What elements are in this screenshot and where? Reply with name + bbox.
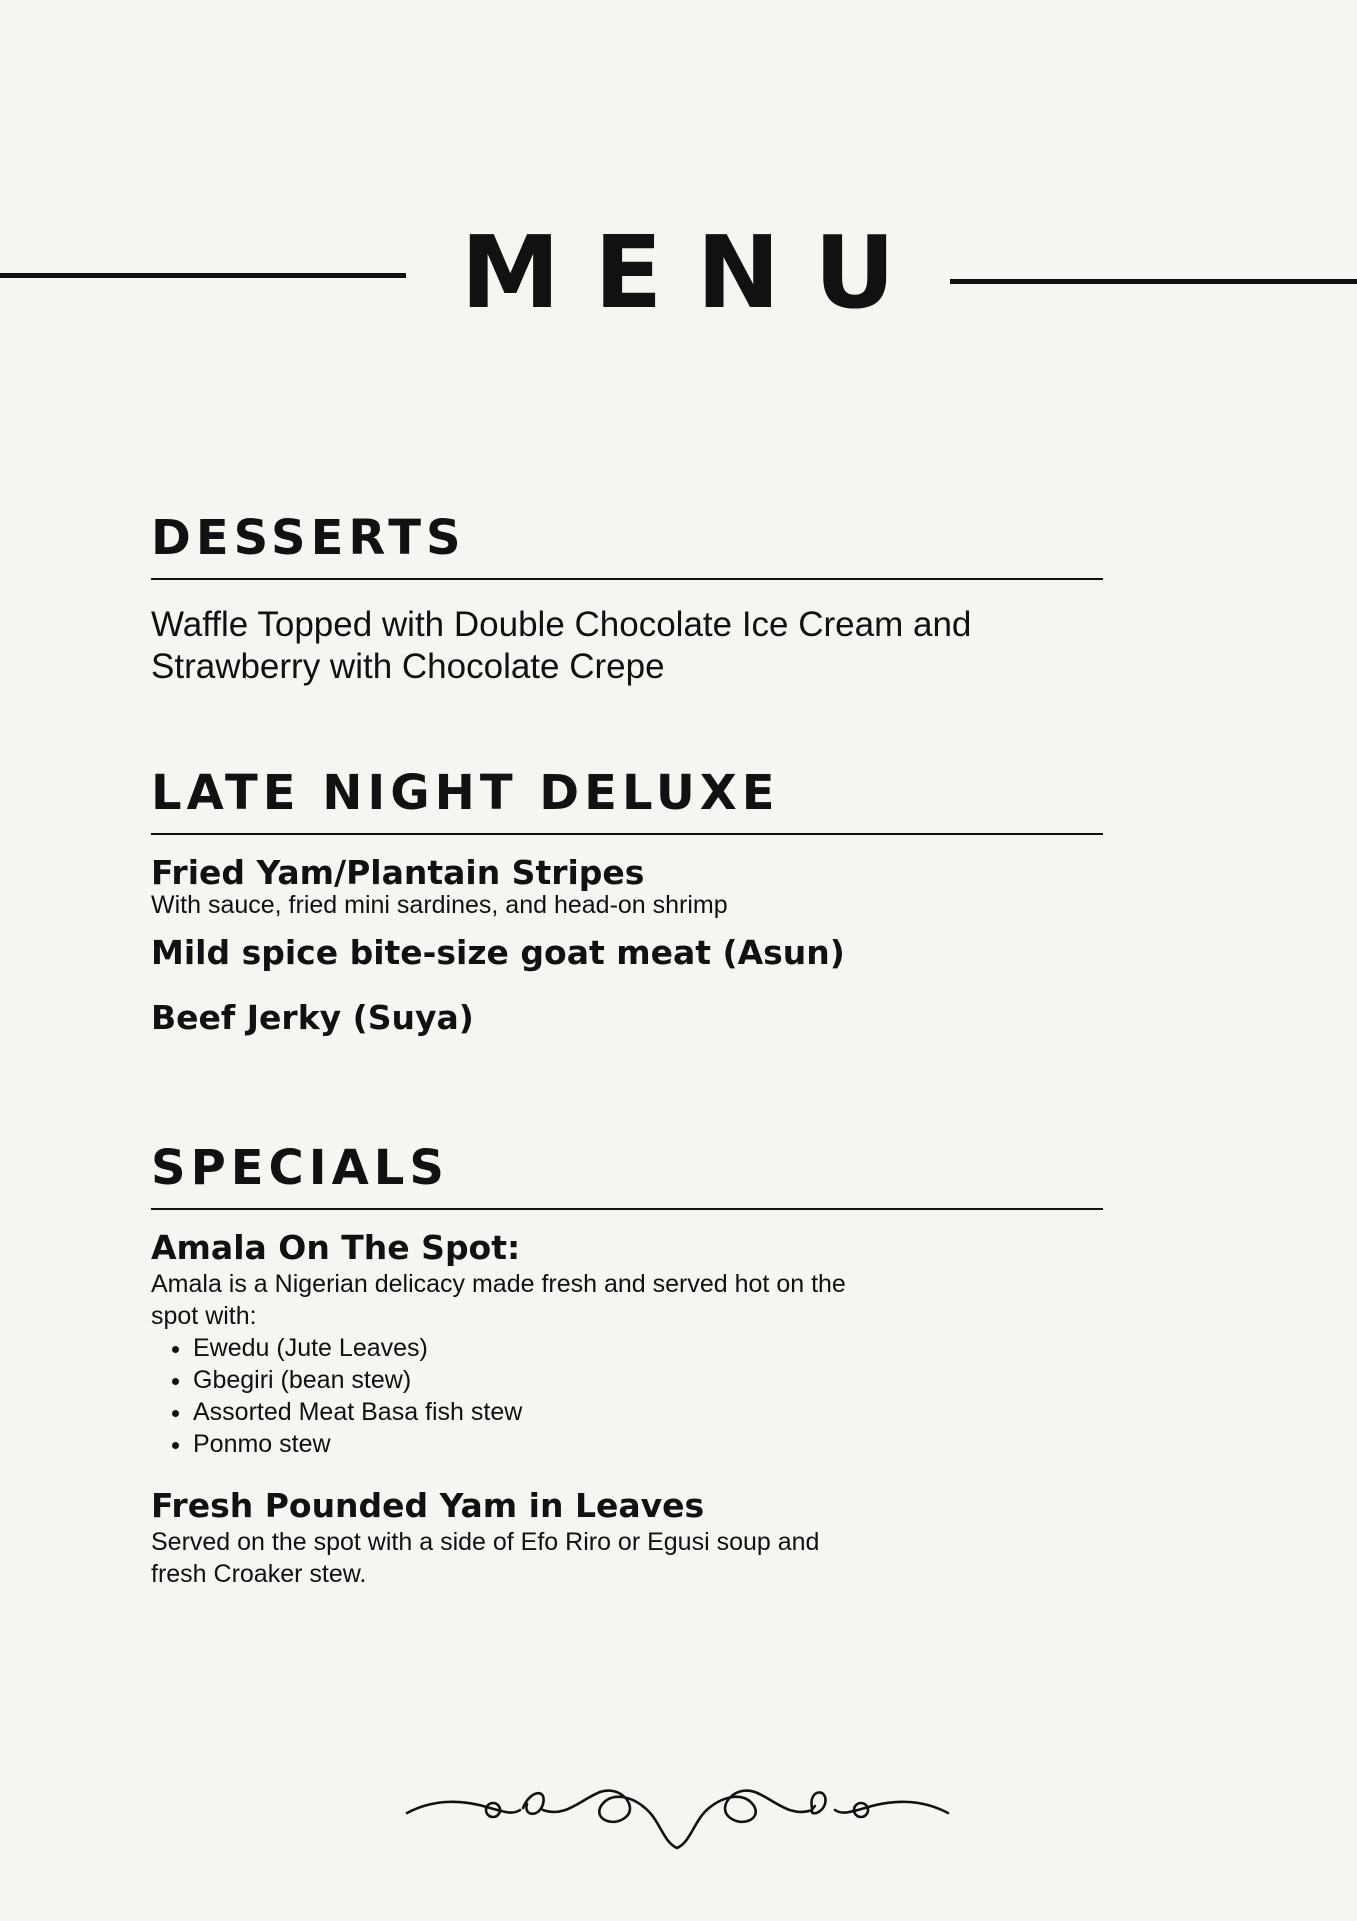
item-title: Amala On The Spot: [151, 1228, 521, 1267]
list-item: • Ponmo stew [193, 1428, 1103, 1460]
menu-item [151, 853, 1103, 921]
item-description: Amala is a Nigerian delicacy made fresh and served hot on the spot with: [151, 1270, 846, 1330]
menu-item [151, 1486, 1103, 1590]
desserts-description: Waffle Topped with Double Chocolate Ice Cream and Strawberry with Chocolate Crepe [151, 605, 972, 686]
section-heading: LATE NIGHT DELUXE [151, 765, 780, 821]
menu-item [151, 1228, 1103, 1460]
section-divider [151, 578, 1103, 580]
list-item: • Ewedu (Jute Leaves) [193, 1332, 1103, 1364]
header-rule-left [0, 273, 406, 278]
item-description: Served on the spot with a side of Efo Riro or Egusi soup and fresh Croaker stew. [151, 1528, 820, 1588]
header-rule-right [950, 279, 1357, 284]
section-heading: SPECIALS [151, 1140, 449, 1196]
menu-item [151, 998, 1103, 1038]
section-desserts [151, 510, 1103, 688]
item-title: Fried Yam/Plantain Stripes [151, 853, 645, 892]
decorative-flourish-icon [405, 1770, 950, 1850]
list-item: • Assorted Meat Basa fish stew [193, 1396, 1103, 1428]
list-item: • Gbegiri (bean stew) [193, 1364, 1103, 1396]
item-description: With sauce, fried mini sardines, and head-on shrimp [151, 891, 728, 919]
accompaniments-list [151, 1332, 1103, 1460]
menu-title: MENU [460, 214, 930, 331]
section-divider [151, 833, 1103, 835]
section-late-night-deluxe [151, 765, 1103, 1038]
item-title: Mild spice bite-size goat meat (Asun) [151, 933, 845, 972]
section-specials [151, 1140, 1103, 1590]
item-title: Fresh Pounded Yam in Leaves [151, 1486, 705, 1525]
section-heading: DESSERTS [151, 510, 466, 566]
section-divider [151, 1208, 1103, 1210]
menu-item [151, 933, 1103, 973]
item-title: Beef Jerky (Suya) [151, 998, 474, 1037]
